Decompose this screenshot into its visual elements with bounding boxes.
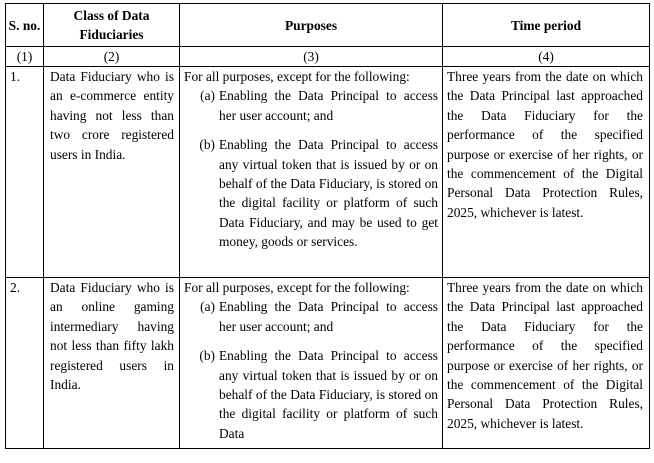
column-number: (3): [180, 47, 443, 67]
purpose-item-text: Enabling the Data Principal to access her user account; and: [219, 299, 438, 334]
column-number: (1): [6, 47, 44, 67]
table-row: [6, 278, 650, 449]
header-class: Class of Data Fiduciaries: [44, 4, 180, 47]
table-row: [6, 67, 650, 278]
header-purposes: Purposes: [180, 4, 443, 47]
purpose-item-label: (a): [200, 299, 215, 315]
row-purposes: [180, 278, 443, 449]
row-purposes: [180, 67, 443, 278]
purpose-item: [184, 297, 438, 336]
row-sno: 1.: [6, 67, 44, 278]
row-sno: 2.: [6, 278, 44, 449]
purpose-item: [184, 86, 438, 125]
column-number: (2): [44, 47, 180, 67]
purpose-item: [184, 346, 438, 443]
purpose-item-label: (a): [200, 88, 215, 104]
column-number: (4): [443, 47, 650, 67]
header-row: [6, 4, 650, 47]
purpose-item-label: (b): [199, 348, 215, 364]
row-time-period: Three years from the date on which the Data Principal last approached the Data Fiduciary for the performance of the specified purpose or exercise of her rights, or the commencement of the Digital Personal Data Protection Rules, 2025, whichever is latest.: [443, 67, 650, 278]
purpose-item-text: Enabling the Data Principal to access any virtual token that is issued by or on behalf of the Data Fiduciary, is stored on the digital facility or platform of such Data: [219, 348, 438, 441]
purpose-item: [184, 135, 438, 251]
header-sno: S. no.: [6, 4, 44, 47]
header-time-period: Time period: [443, 4, 650, 47]
row-time-period: Three years from the date on which the Data Principal last approached the Data Fiduciary for the performance of the specified purpose or exercise of her rights, or the commencement of the Digital Personal Data Protection Rules, 2025, whichever is latest.: [443, 278, 650, 449]
purpose-item-label: (b): [199, 137, 215, 153]
purpose-lead: For all purposes, except for the following:: [184, 69, 410, 84]
purpose-lead: For all purposes, except for the following:: [184, 280, 410, 295]
retention-table: [5, 3, 650, 449]
row-class: Data Fiduciary who is an online gaming intermediary having not less than fifty lakh registered users in India.: [44, 278, 180, 449]
column-number-row: [6, 47, 650, 67]
purpose-item-text: Enabling the Data Principal to access any virtual token that is issued by or on behalf of the Data Fiduciary, is stored on the digital facility or platform of such Data Fiduciary, and may be used to get money, goods or services.: [219, 137, 438, 250]
purpose-item-text: Enabling the Data Principal to access her user account; and: [219, 88, 438, 123]
row-class: Data Fiduciary who is an e-commerce entity having not less than two crore registered users in India.: [44, 67, 180, 278]
